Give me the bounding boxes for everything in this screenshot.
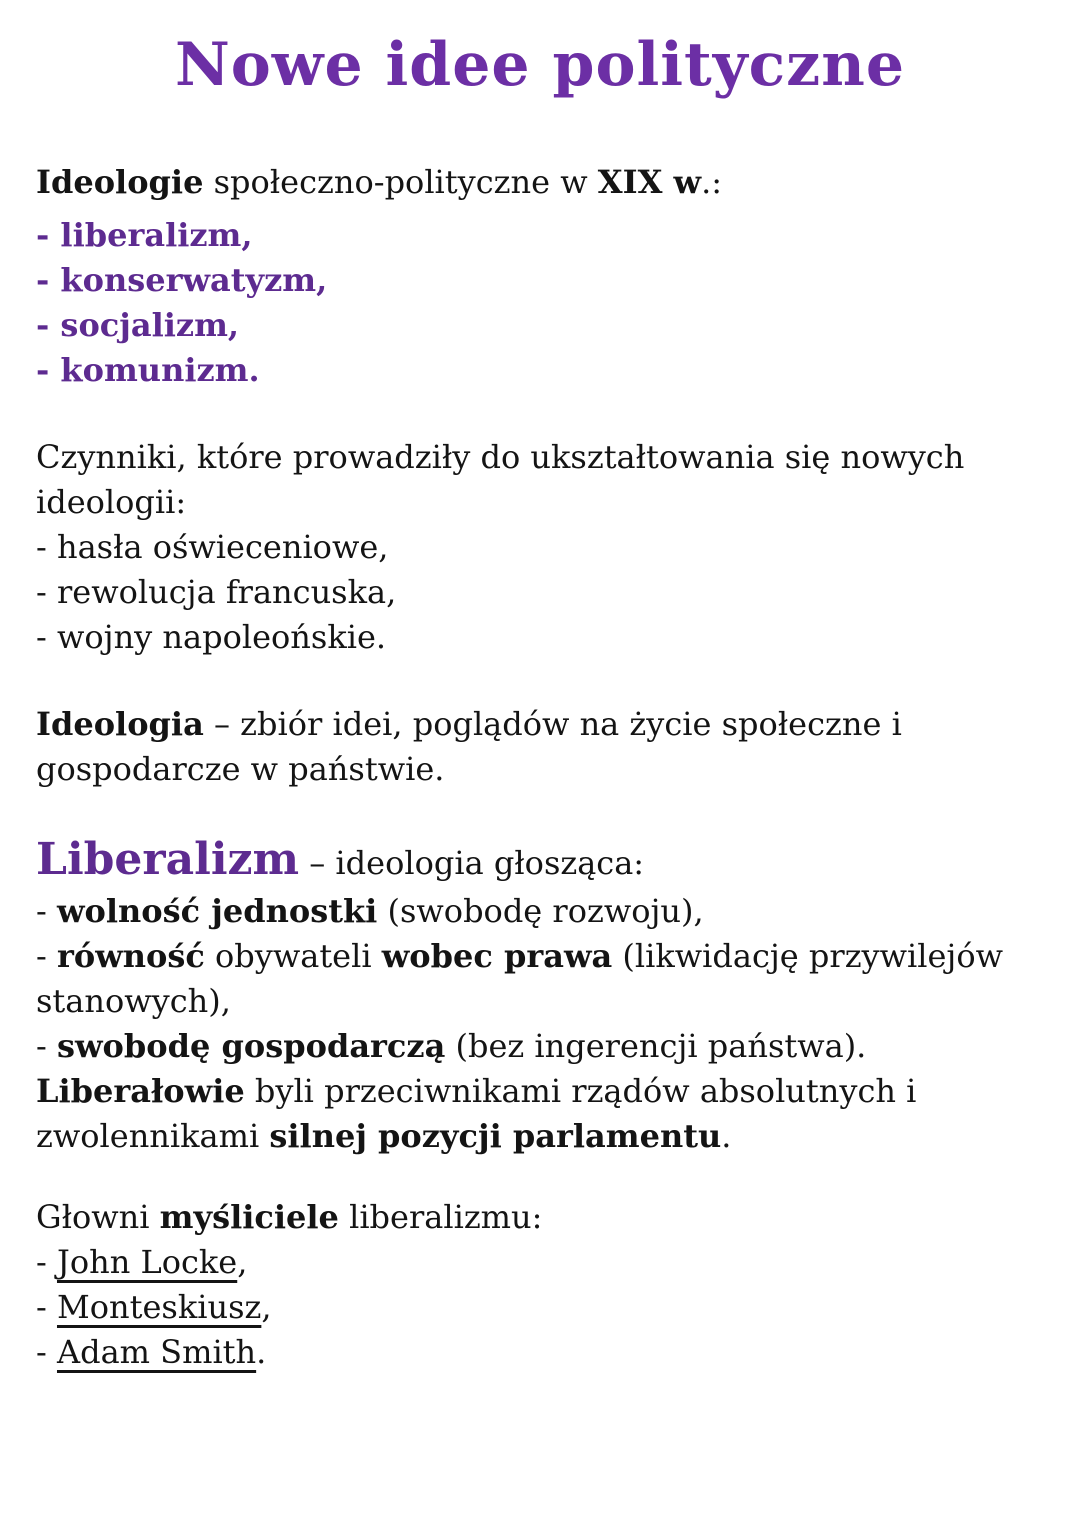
ideology-definition	[36, 702, 1044, 792]
term-mysliciele: myśliciele	[159, 1198, 339, 1236]
term-ideologie: Ideologie	[36, 163, 204, 201]
thinkers-heading	[36, 1195, 1044, 1240]
intro-punctuation: .:	[701, 163, 723, 201]
liberals-note-line-1	[36, 1069, 1044, 1114]
thinkers-section	[36, 1195, 1044, 1375]
term-swoboda-gospodarcza: swobodę gospodarczą	[56, 1027, 446, 1065]
term-ideologia: Ideologia	[36, 705, 204, 743]
factors-line-2: ideologii:	[36, 483, 187, 521]
dash: -	[36, 1288, 57, 1326]
term-liberalizm: Liberalizm	[36, 834, 300, 885]
liberalism-point-1	[36, 889, 1044, 934]
term-wobec-prawa: wobec prawa	[381, 937, 613, 975]
point-2-text-b: (likwidację przywilejów	[612, 937, 1003, 975]
liberals-note-line-2	[36, 1114, 1044, 1159]
definition-line-1	[36, 702, 1044, 747]
thinker-name-adam-smith: Adam Smith	[56, 1333, 257, 1371]
factors-line-1: Czynniki, które prowadziły do ukształtowania się nowych	[36, 438, 965, 476]
definition-line-2: gospodarcze w państwie.	[36, 750, 445, 788]
ideology-item-liberalizm: - liberalizm,	[36, 216, 253, 254]
page-title: Nowe idee polityczne	[174, 30, 906, 100]
note-text-b: zwolennikami	[36, 1117, 270, 1155]
ideology-item-konserwatyzm: - konserwatyzm,	[36, 261, 328, 299]
dash: -	[36, 1027, 57, 1065]
liberalism-point-3	[36, 1024, 1044, 1069]
definition-text: – zbiór idei, poglądów na życie społeczne i	[203, 705, 902, 743]
term-silna-pozycja-parlamentu: silnej pozycji parlamentu	[269, 1117, 722, 1155]
ideology-item-komunizm: - komunizm.	[36, 351, 260, 389]
thinkers-text-a: Głowni	[36, 1198, 160, 1236]
liberalism-section	[36, 834, 1044, 1159]
thinker-punctuation: ,	[237, 1243, 248, 1281]
term-liberalowie: Liberałowie	[36, 1072, 245, 1110]
dash: -	[36, 1243, 57, 1281]
thinkers-text-b: liberalizmu:	[338, 1198, 543, 1236]
intro-text: społeczno-polityczne w	[203, 163, 598, 201]
note-text-a: byli przeciwnikami rządów absolutnych i	[244, 1072, 917, 1110]
liberalism-point-2-line-2: stanowych),	[36, 982, 231, 1020]
thinker-item-monteskiusz	[36, 1285, 1044, 1330]
dash: -	[36, 937, 57, 975]
ideology-item-socjalizm: - socjalizm,	[36, 306, 240, 344]
thinker-item-adam-smith	[36, 1330, 1044, 1375]
dash: -	[36, 892, 57, 930]
point-3-text: (bez ingerencji państwa).	[445, 1027, 867, 1065]
thinker-item-john-locke	[36, 1240, 1044, 1285]
point-1-text: (swobodę rozwoju),	[377, 892, 704, 930]
dash: -	[36, 1333, 57, 1371]
liberalism-point-2-line-1	[36, 934, 1044, 979]
factor-item-rewolucja: - rewolucja francuska,	[36, 573, 397, 611]
thinker-punctuation: ,	[261, 1288, 272, 1326]
point-2-text-a: obywateli	[204, 937, 382, 975]
ideology-list	[36, 213, 1044, 393]
factors-paragraph	[36, 435, 1044, 660]
thinker-name-john-locke: John Locke	[56, 1243, 238, 1281]
term-wolnosc-jednostki: wolność jednostki	[56, 892, 378, 930]
thinker-name-monteskiusz: Monteskiusz	[56, 1288, 262, 1326]
thinker-punctuation: .	[256, 1333, 267, 1371]
liberalism-heading	[36, 834, 1044, 889]
factor-item-oswieceniowe: - hasła oświeceniowe,	[36, 528, 389, 566]
liberalism-heading-text: – ideologia głosząca:	[299, 844, 645, 882]
term-xix-w: XIX w	[597, 163, 702, 201]
term-rownosc: równość	[56, 937, 205, 975]
factor-item-wojny: - wojny napoleońskie.	[36, 618, 387, 656]
ideologies-intro-line	[36, 160, 1044, 205]
note-punctuation: .	[721, 1117, 732, 1155]
